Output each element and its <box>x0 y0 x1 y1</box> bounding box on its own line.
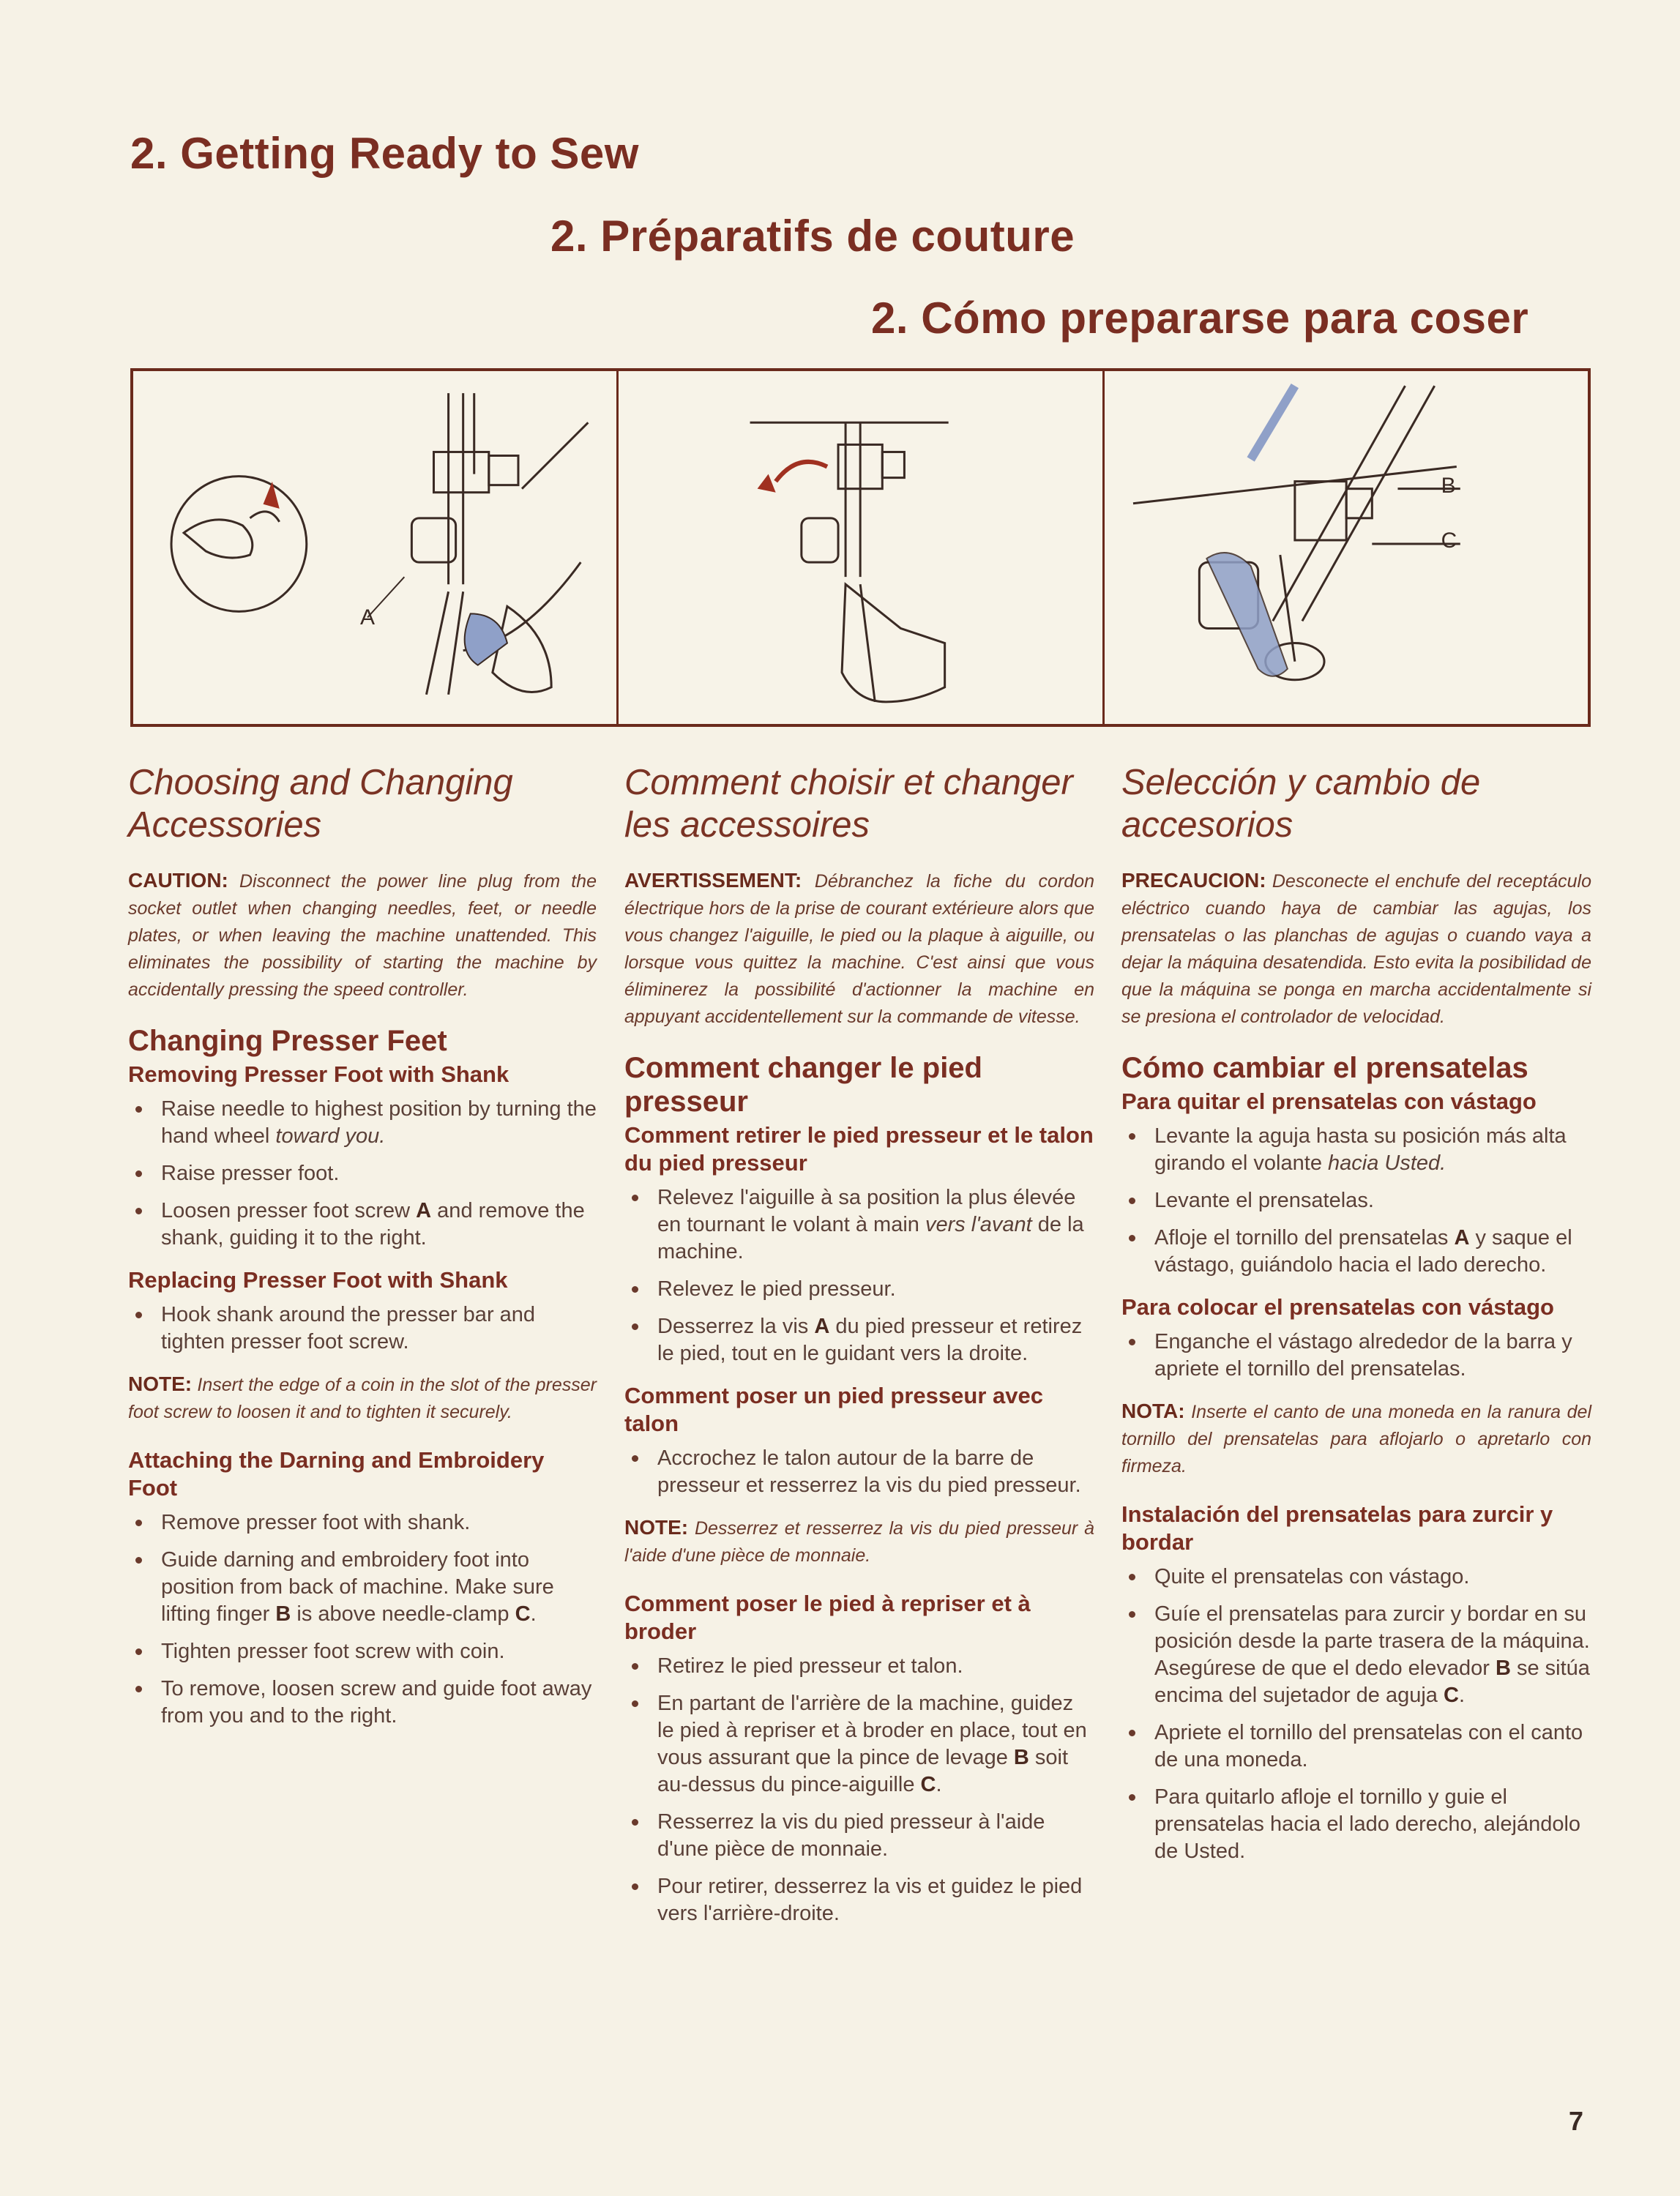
list-item: Resserrez la vis du pied presseur à l'aide d'une pièce de monnaie. <box>624 1809 1094 1863</box>
caution-text: PRECAUCION: Desconecte el enchufe del receptáculo eléctrico cuando haya de cambiar las agujas, los prensatelas o las planchas de agujas o cuando vaya a dejar la máquina desatendida. Esto evita la posibilidad de que la máquina se ponga en marcha accidentalmente si se presiona el controlador de velocidad. <box>1121 869 1591 1027</box>
changing-title: Changing Presser Feet <box>128 1025 447 1057</box>
darning-title: Attaching the Darning and Embroidery Foot <box>128 1447 545 1501</box>
darning-foot-drawing <box>1105 371 1588 724</box>
darning-steps <box>1121 1564 1591 1865</box>
page-title-english: 2. Getting Ready to Sew <box>130 129 639 178</box>
replacing-steps <box>624 1445 1094 1499</box>
removing-steps <box>128 1096 597 1252</box>
column-french <box>624 761 1094 1942</box>
column-english <box>128 761 597 1744</box>
note-text: NOTE: Insert the edge of a coin in the slot of the presser foot screw to loosen it and to tighten it securely. <box>128 1372 597 1422</box>
removing-steps <box>624 1184 1094 1367</box>
changing-title: Comment changer le pied presseur <box>624 1052 982 1118</box>
list-item: Hook shank around the presser bar and tighten presser foot screw. <box>128 1301 597 1356</box>
list-item: Levante el prensatelas. <box>1121 1187 1591 1214</box>
list-item: Apriete el tornillo del prensatelas con el canto de una moneda. <box>1121 1719 1591 1774</box>
column-spanish <box>1121 761 1591 1880</box>
list-item: Remove presser foot with shank. <box>128 1509 597 1536</box>
list-item: Afloje el tornillo del prensatelas A y saque el vástago, guiándolo hacia el lado derecho. <box>1121 1225 1591 1279</box>
illustration-presser-foot <box>619 371 1104 724</box>
list-item: Para quitarlo afloje el tornillo y guie el prensatelas hacia el lado derecho, alejándolo de Usted. <box>1121 1784 1591 1865</box>
list-item: Relevez l'aiguille à sa position la plus élevée en tournant le volant à main vers l'avant de la machine. <box>624 1184 1094 1266</box>
changing-title: Cómo cambiar el prensatelas <box>1121 1052 1528 1084</box>
section-heading: Comment choisir et changer les accessoires <box>624 763 1073 845</box>
replacing-title: Replacing Presser Foot with Shank <box>128 1267 508 1293</box>
list-item: Loosen presser foot screw A and remove the shank, guiding it to the right. <box>128 1198 597 1252</box>
list-item: Levante la aguja hasta su posición más alta girando el volante hacia Usted. <box>1121 1123 1591 1177</box>
page-title-spanish: 2. Cómo prepararse para coser <box>871 294 1529 343</box>
list-item: Raise presser foot. <box>128 1160 597 1187</box>
list-item: Retirez le pied presseur et talon. <box>624 1653 1094 1680</box>
page-title-french: 2. Préparatifs de couture <box>550 212 1075 261</box>
darning-title: Instalación del prensatelas para zurcir y bordar <box>1121 1501 1553 1555</box>
illustration-strip <box>130 368 1591 727</box>
caution-text: CAUTION: Disconnect the power line plug from the socket outlet when changing needles, feet, or needle plates, or when leaving the machine unattended. This eliminates the possibility of starting the machine by accidentally pressing the speed controller. <box>128 869 597 1000</box>
list-item: Pour retirer, desserrez la vis et guidez le pied vers l'arrière-droite. <box>624 1873 1094 1927</box>
section-heading: Selección y cambio de accesorios <box>1121 763 1481 845</box>
removing-steps <box>1121 1123 1591 1279</box>
label-b: B <box>1441 474 1456 498</box>
note-text: NOTA: Inserte el canto de una moneda en la ranura del tornillo del prensatelas para aflojarlo o apretarlo con firmeza. <box>1121 1400 1591 1476</box>
list-item: Accrochez le talon autour de la barre de presseur et resserrez la vis du pied presseur. <box>624 1445 1094 1499</box>
note-text: NOTE: Desserrez et resserrez la vis du pied presseur à l'aide d'une pièce de monnaie. <box>624 1516 1094 1566</box>
list-item: Quite el prensatelas con vástago. <box>1121 1564 1591 1591</box>
list-item: Guide darning and embroidery foot into position from back of machine. Make sure lifting finger B is above needle-clamp C. <box>128 1547 597 1628</box>
list-item: Desserrez la vis A du pied presseur et retirez le pied, tout en le guidant vers la droite. <box>624 1313 1094 1367</box>
list-item: Enganche el vástago alrededor de la barra y apriete el tornillo del prensatelas. <box>1121 1329 1591 1383</box>
illustration-darning-foot <box>1105 371 1588 724</box>
removing-title: Comment retirer le pied presseur et le talon du pied presseur <box>624 1122 1094 1176</box>
page-number: 7 <box>1569 2106 1584 2136</box>
caution-text: AVERTISSEMENT: Débranchez la fiche du cordon électrique hors de la prise de courant extérieure alors que vous changez l'aiguille, le pied ou la plaque à aiguille, ou lorsque vous quittez la machine. C'est ainsi que vous éliminerez la possibilité d'actionner la machine en appuyant accidentellement sur la commande de vitesse. <box>624 869 1094 1027</box>
removing-title: Removing Presser Foot with Shank <box>128 1061 509 1087</box>
removing-title: Para quitar el prensatelas con vástago <box>1121 1088 1537 1114</box>
replacing-steps <box>1121 1329 1591 1383</box>
label-c: C <box>1441 529 1457 553</box>
label-a: A <box>360 605 376 630</box>
darning-steps <box>624 1653 1094 1927</box>
section-heading: Choosing and Changing Accessories <box>128 763 513 845</box>
darning-steps <box>128 1509 597 1730</box>
list-item: Relevez le pied presseur. <box>624 1276 1094 1303</box>
list-item: Guíe el prensatelas para zurcir y bordar en su posición desde la parte trasera de la máquina. Asegúrese de que el dedo elevador B se sitúa encima del sujetador de aguja C. <box>1121 1601 1591 1709</box>
remove-foot-drawing <box>133 371 616 724</box>
list-item: Tighten presser foot screw with coin. <box>128 1638 597 1665</box>
list-item: Raise needle to highest position by turning the hand wheel toward you. <box>128 1096 597 1150</box>
replacing-steps <box>128 1301 597 1356</box>
list-item: To remove, loosen screw and guide foot away from you and to the right. <box>128 1676 597 1730</box>
replacing-title: Comment poser un pied presseur avec talon <box>624 1383 1043 1436</box>
darning-title: Comment poser le pied à repriser et à broder <box>624 1591 1031 1644</box>
illustration-remove-foot <box>133 371 619 724</box>
presser-foot-drawing <box>619 371 1102 724</box>
replacing-title: Para colocar el prensatelas con vástago <box>1121 1294 1554 1320</box>
list-item: En partant de l'arrière de la machine, guidez le pied à repriser et à broder en place, tout en vous assurant que la pince de levage B soit au-dessus du pince-aiguille C. <box>624 1690 1094 1799</box>
